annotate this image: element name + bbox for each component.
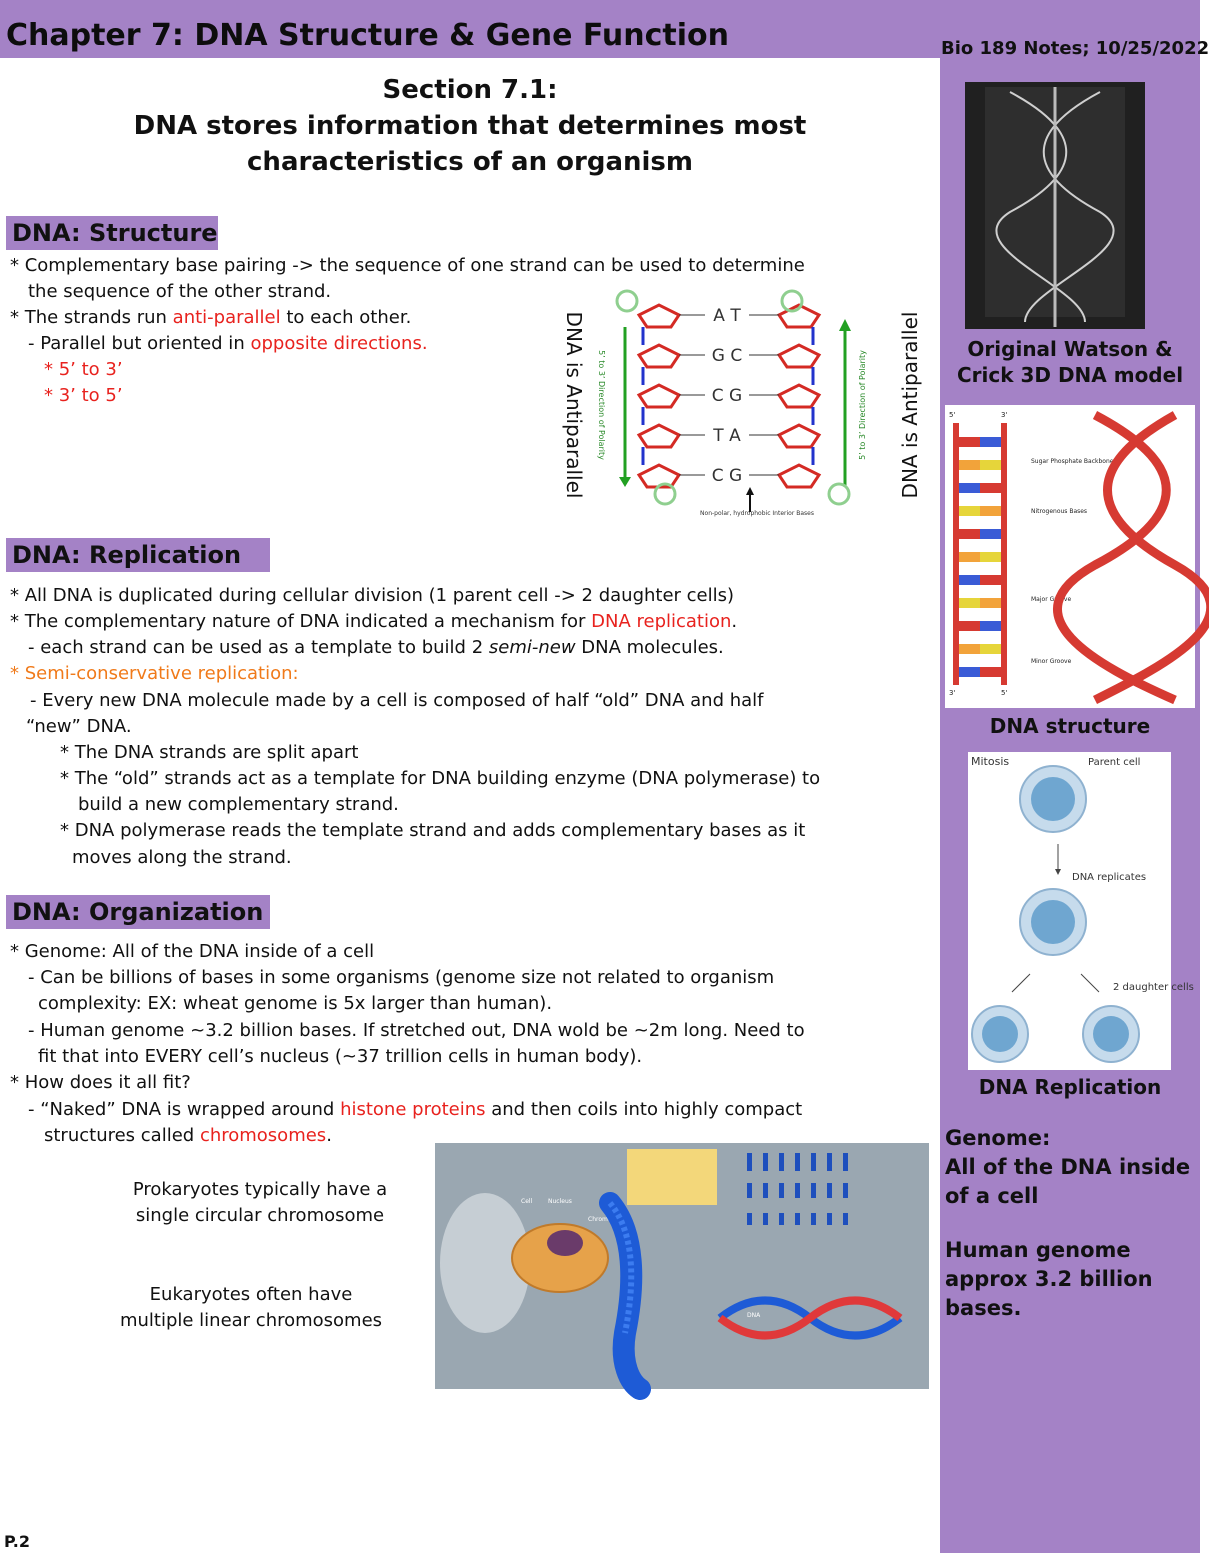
ladder-rungs: [959, 437, 1001, 677]
base-left: [959, 437, 980, 447]
base-right: [980, 437, 1001, 447]
karyotype-chromosome: [747, 1213, 752, 1225]
caption-box: [627, 1149, 717, 1205]
organization-line-2: - Can be billions of bases in some organisms (genome size not related to organism: [28, 967, 775, 988]
svg-text:3': 3': [1001, 411, 1008, 419]
base-left: [959, 483, 980, 493]
replication-line-1: * All DNA is duplicated during cellular division (1 parent cell -> 2 daughter cells): [10, 585, 735, 606]
base-right: [980, 575, 1001, 585]
svg-text:Chromosome: Chromosome: [588, 1216, 628, 1223]
base-left: [959, 621, 980, 631]
karyotype-chromosome: [827, 1153, 832, 1171]
replication-line-3: - each strand can be used as a template to build 2 semi-new DNA molecules.: [28, 637, 724, 658]
organization-line-1: * Genome: All of the DNA inside of a cell: [10, 941, 375, 962]
dna-structure-caption: DNA structure: [989, 714, 1151, 738]
dna-replication-caption: DNA Replication: [978, 1075, 1162, 1099]
svg-text:Nitrogenous Bases: Nitrogenous Bases: [1031, 508, 1088, 515]
genome-note: Genome: All of the DNA inside of a cell: [945, 1126, 1191, 1208]
base-right: [980, 529, 1001, 539]
organization-heading: DNA: Organization: [6, 895, 270, 929]
base-left: [959, 667, 980, 677]
structure-line-3: * The strands run anti-parallel to each other.: [10, 307, 412, 328]
page-number: P.2: [4, 1532, 30, 1551]
chromosomes-term: chromosomes: [199, 1125, 327, 1146]
svg-text:Sugar Phosphate Backbone: Sugar Phosphate Backbone: [1031, 458, 1114, 465]
interior-bases-note: Non-polar, hydrophobic Interior Bases: [700, 510, 814, 517]
replication-line-5: - Every new DNA molecule made by a cell is composed of half “old” DNA and half: [30, 690, 764, 711]
base-left: [959, 529, 980, 539]
sugar-ring-left: [639, 425, 679, 447]
nucleus-shape: [547, 1230, 583, 1256]
base-right: [980, 506, 1001, 516]
sugar-ring-right: [779, 465, 819, 487]
opposite-directions-term: opposite directions.: [250, 333, 428, 354]
karyotype-chromosome: [795, 1213, 800, 1225]
replication-line-6: “new” DNA.: [26, 716, 132, 737]
karyotype-chromosome: [747, 1183, 752, 1198]
base-pair-label: C G: [711, 466, 743, 486]
backbone-right: [1001, 423, 1007, 685]
karyotype-chromosome: [811, 1153, 816, 1171]
karyotype-chromosome: [779, 1153, 784, 1171]
antiparallel-figure: [547, 287, 930, 525]
watson-crick-caption: Original Watson & Crick 3D DNA model: [956, 337, 1184, 387]
svg-text:Minor Groove: Minor Groove: [1031, 658, 1072, 665]
organization-line-6: * How does it all fit?: [10, 1072, 191, 1093]
base-pair-label: C G: [711, 386, 743, 406]
replication-heading: DNA: Replication: [6, 538, 270, 572]
replication-line-9: build a new complementary strand.: [78, 794, 399, 815]
structure-line-2: the sequence of the other strand.: [28, 281, 332, 302]
replication-line-8: * The “old” strands act as a template for DNA building enzyme (DNA polymerase) to: [60, 768, 821, 789]
karyotype-chromosome: [827, 1213, 832, 1225]
sugar-ring-right: [779, 345, 819, 367]
karyotype-chromosome: [795, 1153, 800, 1171]
eukaryote-note: Eukaryotes often have multiple linear chromosomes: [119, 1284, 383, 1331]
antiparallel-label-left: DNA is Antiparallel: [562, 311, 586, 499]
organization-line-7: - “Naked” DNA is wrapped around histone proteins and then coils into highly compact: [28, 1099, 803, 1120]
base-pair-label: G C: [711, 346, 743, 366]
structure-line-6: * 3’ to 5’: [44, 385, 123, 406]
course-date: Bio 189 Notes; 10/25/2022: [941, 38, 1209, 59]
karyotype-chromosome: [747, 1153, 752, 1171]
sugar-ring-right: [779, 425, 819, 447]
human-genome-note: Human genome approx 3.2 billion bases.: [945, 1238, 1153, 1320]
polarity-label-right: 5’ to 3’ Direction of Polarity: [858, 350, 867, 460]
section-heading: [0, 72, 940, 180]
svg-text:Parent cell: Parent cell: [1088, 757, 1141, 768]
sugar-ring-left: [639, 385, 679, 407]
mitosis-figure: [968, 752, 1194, 1070]
antiparallel-label-right: DNA is Antiparallel: [898, 311, 922, 499]
base-right: [980, 598, 1001, 608]
antiparallel-diagram: [547, 287, 930, 525]
chromosome-figure: [435, 1143, 929, 1389]
sugar-ring-left: [639, 465, 679, 487]
karyotype-chromosome: [763, 1183, 768, 1198]
section-line-2: DNA stores information that determines most: [133, 111, 807, 141]
sugar-ring-left: [639, 345, 679, 367]
replication-line-10: * DNA polymerase reads the template strand and adds complementary bases as it: [60, 820, 806, 841]
karyotype-chromosome: [811, 1183, 816, 1198]
karyotype-chromosome: [811, 1213, 816, 1225]
karyotype-chromosome: [827, 1183, 832, 1198]
karyotype-chromosome: [779, 1183, 784, 1198]
organization-line-5: fit that into EVERY cell’s nucleus (~37 trillion cells in human body).: [38, 1046, 643, 1067]
base-left: [959, 552, 980, 562]
base-left: [959, 598, 980, 608]
organization-line-8: structures called chromosomes.: [44, 1125, 332, 1146]
structure-line-5: * 5’ to 3’: [44, 359, 123, 380]
karyotype-chromosome: [843, 1153, 848, 1171]
base-left: [959, 460, 980, 470]
structure-line-4: - Parallel but oriented in opposite directions.: [28, 333, 428, 354]
svg-text:DNA replicates: DNA replicates: [1072, 872, 1147, 883]
dna-structure-figure: [945, 405, 1195, 708]
organization-line-3: complexity: EX: wheat genome is 5x larger than human).: [38, 993, 553, 1014]
base-right: [980, 483, 1001, 493]
svg-text:DNA: DNA: [747, 1312, 761, 1319]
semi-conservative-term: * Semi-conservative replication:: [10, 663, 299, 684]
section-line-1: Section 7.1:: [382, 75, 558, 105]
dna-replication-term: DNA replication: [591, 611, 732, 632]
chapter-title: Chapter 7: DNA Structure & Gene Function: [6, 18, 729, 53]
backbone-left: [953, 423, 959, 685]
chromosome-diagram: [435, 1143, 929, 1389]
base-left: [959, 575, 980, 585]
replication-line-2: * The complementary nature of DNA indicated a mechanism for DNA replication.: [10, 611, 738, 632]
svg-text:Cell: Cell: [521, 1198, 533, 1205]
section-line-3: characteristics of an organism: [247, 147, 693, 177]
base-right: [980, 552, 1001, 562]
base-left: [959, 644, 980, 654]
base-pair-label: T A: [713, 426, 741, 446]
histone-proteins-term: histone proteins: [340, 1099, 486, 1120]
svg-text:Mitosis: Mitosis: [971, 755, 1010, 768]
svg-text:Major Groove: Major Groove: [1031, 596, 1072, 603]
anti-parallel-term: anti-parallel: [172, 307, 281, 328]
karyotype-chromosome: [843, 1183, 848, 1198]
karyotype-chromosome: [795, 1183, 800, 1198]
sugar-ring-right: [779, 385, 819, 407]
karyotype-chromosome: [843, 1213, 848, 1225]
svg-text:5': 5': [949, 411, 956, 419]
svg-text:3': 3': [949, 689, 956, 697]
organization-line-4: - Human genome ~3.2 billion bases. If stretched out, DNA wold be ~2m long. Need to: [28, 1020, 805, 1041]
base-right: [980, 460, 1001, 470]
karyotype-chromosome: [763, 1153, 768, 1171]
polarity-label-left: 5’ to 3’ Direction of Polarity: [597, 350, 606, 460]
svg-text:2 daughter cells: 2 daughter cells: [1113, 982, 1194, 993]
svg-text:Nucleus: Nucleus: [548, 1198, 572, 1205]
base-left: [959, 506, 980, 516]
base-pair-rungs: [639, 305, 819, 487]
replication-line-11: moves along the strand.: [72, 847, 292, 868]
structure-line-1: * Complementary base pairing -> the sequence of one strand can be used to determine: [10, 255, 805, 276]
svg-text:5': 5': [1001, 689, 1008, 697]
base-right: [980, 644, 1001, 654]
base-pair-label: A T: [713, 306, 741, 326]
sugar-ring-left: [639, 305, 679, 327]
structure-heading: DNA: Structure: [6, 216, 218, 250]
karyotype-chromosome: [763, 1213, 768, 1225]
watson-crick-photo: [965, 82, 1145, 329]
prokaryote-note: Prokaryotes typically have a single circular chromosome: [132, 1179, 388, 1226]
karyotype-chromosome: [779, 1213, 784, 1225]
replication-line-7: * The DNA strands are split apart: [60, 742, 359, 763]
base-right: [980, 667, 1001, 677]
base-right: [980, 621, 1001, 631]
